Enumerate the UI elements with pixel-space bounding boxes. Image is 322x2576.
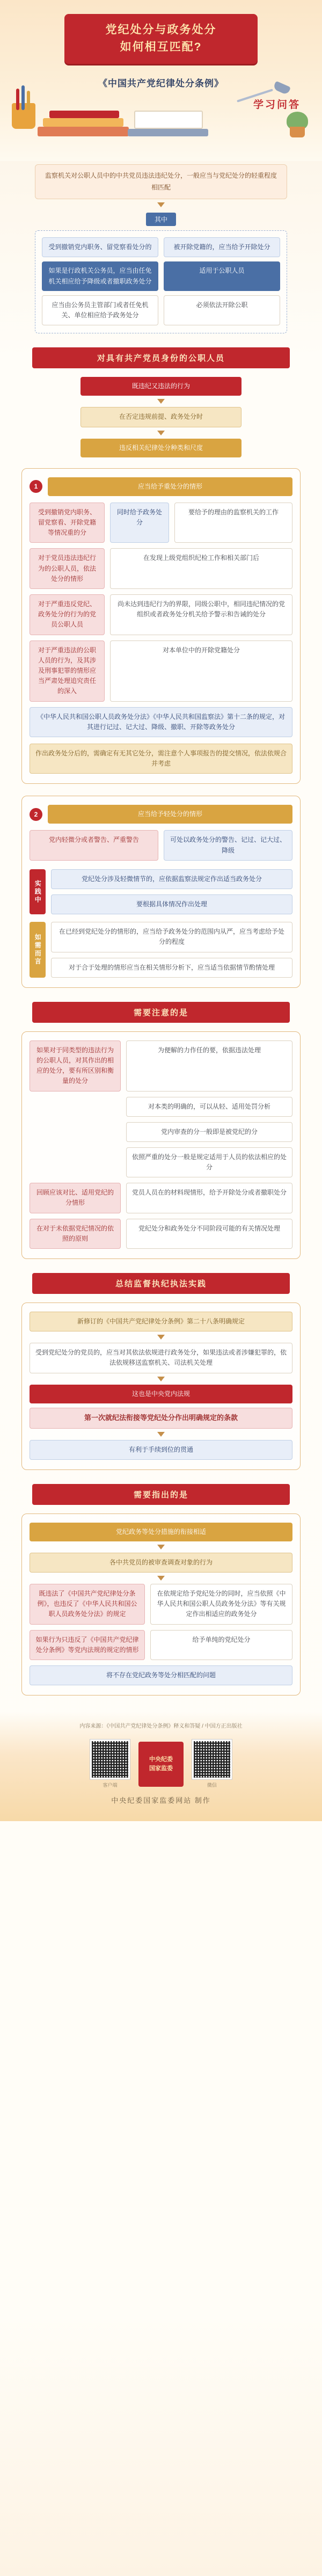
intro-bottom-note: 应当由公务员主管部门或者任免机关、单位相应给予政务处分	[42, 295, 158, 325]
s1-row-right: 在发现上级党组织纪检工作和相关部门后	[110, 548, 292, 589]
s2-row	[30, 1219, 292, 1249]
s1-row-right: 尚未达到违纪行为的界限，同级公职中，相同违纪情况的党组织或者政务处分机关给予警示和告诫的处分	[110, 594, 292, 635]
s1-row	[30, 641, 292, 702]
qr-right-wrap	[192, 1740, 232, 1788]
s1-item2-panel	[21, 796, 301, 988]
section-2-band: 需要注意的是	[32, 1002, 290, 1023]
intro-dashed-container	[35, 230, 287, 333]
arrow-icon	[157, 1432, 165, 1437]
s1-bottom-bar: 作出政务处分后的，需确定有无其它处分，需注意个人事项报告的提交情况，依法依规合并考虑	[30, 744, 292, 774]
s1-knowledge-block	[30, 922, 292, 978]
s1-row-mid: 同时给予政务处分	[110, 503, 169, 543]
intro-right-box: 被开除党籍的，应当给予开除处分	[164, 237, 280, 257]
section-1	[0, 377, 322, 988]
s1-item1-title: 应当给予重处分的情形	[48, 477, 292, 496]
qr-left-wrap	[90, 1740, 130, 1788]
arrow-icon	[157, 399, 165, 404]
open-book-shape	[134, 111, 203, 129]
footer-credit-line-1: 内容来源：《中国共产党纪律处分条例》释义和答疑 / 中国方正出版社	[79, 1723, 243, 1730]
section-4-band: 需要指出的是	[32, 1484, 290, 1505]
s4-row-left: 如果行为只违反了《中国共产党纪律处分条例》等党内法规的规定的情形	[30, 1630, 145, 1660]
knowledge-row: 在已经到党纪处分的情形的，应当给予政务处分的范围内从严，应当考虑给予处分的程度	[51, 922, 292, 952]
s1-gold-box: 违反相关纪律处分种类和尺度	[80, 439, 241, 457]
s1-item1-rows	[30, 503, 292, 737]
s2-row-right: 党纪处分和政务处分不同阶段可能的有关情况处理	[126, 1219, 292, 1249]
s2-row-right: 依照严重的处分一般是规定适用于人员的依法相应的处分	[126, 1147, 292, 1177]
s4-box-top: 党纪政务等处分措施的衔接相适	[30, 1523, 292, 1541]
s1-row-left: 对于严重违反党纪、政务处分的行为的党员公职人员	[30, 594, 105, 635]
s4-row	[30, 1630, 292, 1660]
s2-row-left: 在对于未依据党纪情况的依照的原则	[30, 1219, 121, 1249]
intro-section	[0, 164, 322, 333]
s2-row-right: 为便解的力作任的要，依据违法处理	[126, 1040, 292, 1091]
s3-highlight-title: 这也是中央党内法规	[30, 1385, 292, 1403]
s2-row	[30, 1122, 292, 1142]
s3-panel	[21, 1302, 301, 1470]
qr-code-wechat[interactable]	[192, 1740, 232, 1779]
s4-row-right: 给予单纯的党纪处分	[150, 1630, 292, 1660]
knowledge-tag: 如需而言	[30, 922, 46, 978]
s3-bottom: 有利于手续到位的贯通	[30, 1440, 292, 1460]
s1-row-right: 《中华人民共和国公职人员政务处分法》《中华人民共和国监察法》第十二条的规定，对其进行记过、记大过、降级、撤职、开除等政务处分	[30, 707, 292, 737]
s3-highlight-text: 第一次就纪法衔接等党纪处分作出明确规定的条款	[30, 1408, 292, 1429]
arrow-icon	[157, 1335, 165, 1340]
s1-row	[30, 548, 292, 589]
practice-row: 要根据具体情况作出处理	[51, 894, 292, 914]
arrow-icon	[157, 1576, 165, 1581]
s2-row-left: 如果对于同类型的违法行为的公职人员，对其作出的相应的处分，要有所区别和衡量的处分	[30, 1040, 121, 1091]
s4-row-right: 将不存在党纪政务等处分相匹配的问题	[30, 1665, 292, 1685]
s1-item2-left: 党内轻微分或者警告、严重警告	[30, 830, 158, 860]
s4-panel	[21, 1513, 301, 1696]
qr-left-label: 客户端	[103, 1782, 118, 1788]
footer	[0, 1712, 322, 1821]
s2-rows	[30, 1040, 292, 1249]
footer-brand: 中央纪委国家监委网站 制作	[111, 1796, 211, 1805]
page-title	[64, 14, 258, 64]
book-shape	[128, 129, 208, 136]
s2-row-right: 对本类的明确的，可以从轻、适用处罚分析	[126, 1097, 292, 1117]
practice-tag: 实践中	[30, 869, 46, 914]
section-3	[0, 1302, 322, 1470]
intro-mid-row	[42, 261, 280, 290]
s1-practice-block	[30, 869, 292, 914]
s2-row	[30, 1183, 292, 1213]
s1-item2-title: 应当给予轻处分的情形	[48, 805, 292, 824]
s2-row	[30, 1147, 292, 1177]
qr-code-app[interactable]	[90, 1740, 130, 1779]
plant-pot-icon	[290, 127, 305, 137]
intro-left-box: 受到撤销党内职务、留党察看处分的	[42, 237, 158, 257]
s4-row-left: 既违法了《中国共产党纪律处分条例》，也违反了《中华人民共和国公职人员政务处分法》的规定	[30, 1584, 145, 1625]
practice-rows	[51, 869, 292, 914]
arrow-icon	[157, 431, 165, 435]
section-1-band: 对具有共产党员身份的公职人员	[32, 347, 290, 368]
intro-bottom-note-2: 必须依法开除公职	[164, 295, 280, 325]
book-shape	[43, 118, 123, 127]
s4-box-top-2: 各中共党员的被审查调查对象的行为	[30, 1553, 292, 1573]
intro-left-sub: 如果是行政机关公务员，应当由任免机关相应给予降级或者撤职政务处分	[42, 261, 158, 290]
s4-row-right: 在依规定给予党纪处分的同时，应当依照《中华人民共和国公职人员政务处分法》等有关规定作出相适应的政务处分	[150, 1584, 292, 1625]
regulation-subtitle: 《中国共产党纪律处分条例》	[98, 78, 224, 89]
s2-row	[30, 1040, 292, 1091]
s1-item1-number: 1	[30, 480, 42, 493]
brand-logo-line-2: 国家监委	[149, 1765, 173, 1772]
section-3-band: 总结监督执纪执法实践	[32, 1273, 290, 1294]
intro-right-sub: 适用于公职人员	[164, 261, 280, 290]
intro-bottom-row	[42, 295, 280, 325]
s3-box-1: 新修订的《中国共产党纪律处分条例》第二十八条明确规定	[30, 1312, 292, 1331]
title-line-1: 党纪处分与政务处分	[105, 24, 217, 36]
s1-mid-box: 在否定违规前提、政务处分时	[80, 407, 241, 427]
brand-logo-line-1: 中央纪委	[149, 1756, 173, 1763]
section-4	[0, 1513, 322, 1696]
knowledge-rows	[51, 922, 292, 978]
s1-item2-right: 可处以政务处分的警告、记过、记大过、降级	[164, 830, 292, 860]
s3-box-2: 受到党纪处分的党员的，应当对其依法依规进行政务处分，如果违法或者涉嫌犯罪的，依法依规移送监察机关、司法机关处理	[30, 1343, 292, 1373]
s2-row-right: 党内审查的分一般即是被党纪的分	[126, 1122, 292, 1142]
book-shape	[38, 127, 129, 136]
arrow-icon	[157, 1545, 165, 1549]
arrow-icon	[157, 202, 165, 207]
intro-top-row	[42, 237, 280, 257]
book-shape	[49, 111, 119, 118]
s1-row	[30, 503, 292, 543]
s1-row-left: 受到撤销党内职务、留党察看、开除党籍等情况重的分	[30, 503, 105, 543]
intro-statement: 监察机关对公职人员中的中共党员违法违纪处分，一般应当与党纪处分的轻重程度相匹配	[35, 164, 287, 199]
s1-item2-row	[30, 830, 292, 860]
qr-group	[0, 1740, 322, 1788]
study-label: 学习问答	[253, 99, 301, 111]
s4-row	[30, 1665, 292, 1685]
arrow-icon	[157, 1377, 165, 1381]
desk-decoration	[0, 81, 322, 161]
s1-row-right: 对本单位中的开除党籍处分	[110, 641, 292, 702]
s1-top-box: 既违纪又违法的行为	[80, 377, 241, 396]
s1-row-right: 要给予的理由的监察机关的工作	[174, 503, 292, 543]
brand-logo	[138, 1742, 184, 1787]
s1-item2-number: 2	[30, 808, 42, 821]
s2-row-right: 党员人员在的材料现情形，给予开除处分或者撤职处分	[126, 1183, 292, 1213]
s1-item1-panel	[21, 468, 301, 784]
section-2	[0, 1031, 322, 1259]
s4-row	[30, 1584, 292, 1625]
s4-rows	[30, 1584, 292, 1685]
s1-row	[30, 707, 292, 737]
intro-center-label: 其中	[146, 213, 176, 226]
s1-row-left: 对于党员违法违纪行为的公职人员，依法处分的情形	[30, 548, 105, 589]
s2-row	[30, 1097, 292, 1117]
s2-panel	[21, 1031, 301, 1259]
s1-row	[30, 594, 292, 635]
qr-right-label: 微信	[207, 1782, 217, 1788]
s1-row-left: 对于严重违法的公职人员的行为，及其涉及刑事犯罪的情形应当严肃处理追究责任的深入	[30, 641, 105, 702]
knowledge-row: 对于合于处理的情形应当在相关情形分析下，应当适当依据情节酌情处理	[51, 958, 292, 978]
title-line-2: 如何相互匹配?	[120, 40, 202, 53]
s2-row-left: 回顾应该对比、适用党纪的分情形	[30, 1183, 121, 1213]
hero-header	[0, 0, 322, 161]
practice-row: 党纪处分涉及轻微情节的，应依据监察法规定作出适当政务处分	[51, 869, 292, 889]
